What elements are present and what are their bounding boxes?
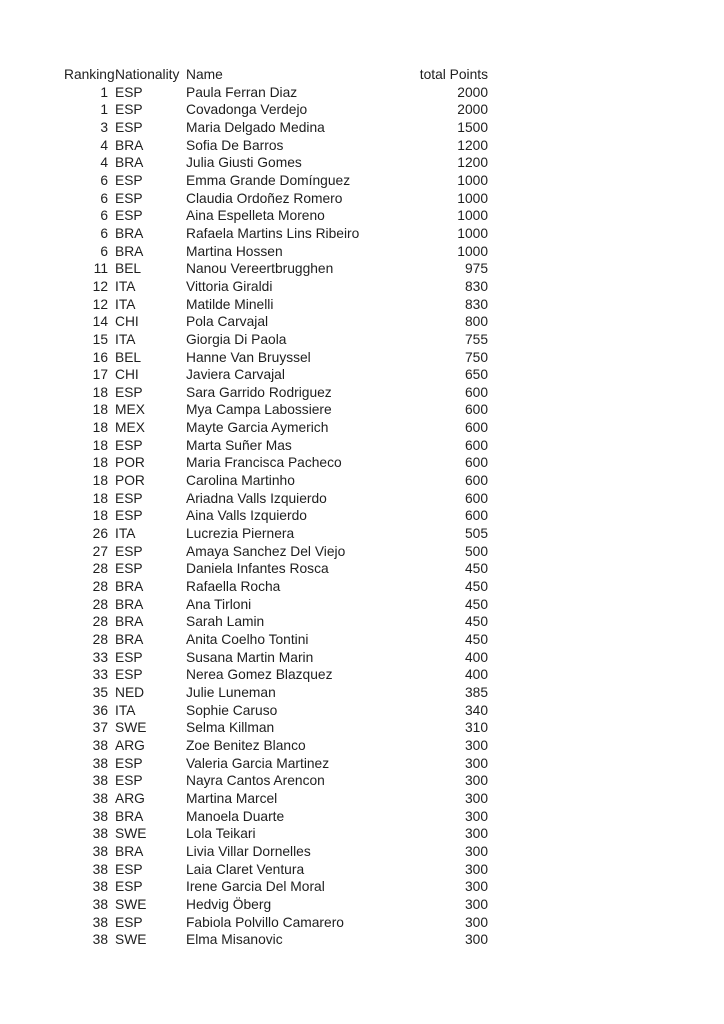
table-row	[64, 84, 492, 102]
cell-ranking: 26	[92, 526, 108, 542]
cell-nationality: ARG	[115, 737, 145, 753]
cell-nationality: ESP	[115, 208, 143, 224]
cell-ranking: 38	[92, 896, 108, 912]
table-row	[64, 525, 492, 543]
table-row	[64, 507, 492, 525]
cell-total-points: 600	[464, 384, 488, 400]
table-row	[64, 225, 492, 243]
cell-nationality: SWE	[115, 896, 147, 912]
cell-total-points: 300	[464, 790, 488, 806]
cell-name: Nayra Cantos Arencon	[186, 773, 325, 789]
cell-nationality: ESP	[115, 172, 143, 188]
cell-ranking: 14	[92, 314, 108, 330]
cell-name: Julie Luneman	[186, 684, 276, 700]
cell-name: Paula Ferran Diaz	[186, 84, 298, 100]
cell-name: Sophie Caruso	[186, 702, 278, 718]
cell-nationality: ESP	[115, 84, 143, 100]
cell-total-points: 340	[464, 702, 488, 718]
cell-name: Lola Teikari	[186, 826, 256, 842]
table-row	[64, 543, 492, 561]
cell-ranking: 33	[92, 649, 108, 665]
column-header-nationality: Nationality	[115, 67, 180, 82]
table-row	[64, 278, 492, 296]
cell-total-points: 450	[464, 561, 488, 577]
cell-ranking: 28	[92, 596, 108, 612]
cell-total-points: 830	[464, 278, 488, 294]
table-row	[64, 808, 492, 826]
cell-total-points: 300	[464, 932, 488, 948]
cell-name: Amaya Sanchez Del Viejo	[186, 543, 346, 559]
cell-name: Ariadna Valls Izquierdo	[186, 490, 327, 506]
cell-ranking: 1	[100, 84, 108, 100]
table-row	[64, 366, 492, 384]
cell-name: Ana Tirloni	[186, 596, 252, 612]
cell-ranking: 37	[92, 720, 108, 736]
cell-ranking: 38	[92, 773, 108, 789]
cell-nationality: ESP	[115, 437, 143, 453]
cell-name: Mayte Garcia Aymerich	[186, 420, 329, 436]
table-row	[64, 613, 492, 631]
cell-total-points: 2000	[457, 84, 488, 100]
cell-total-points: 1500	[457, 119, 488, 135]
cell-ranking: 38	[92, 843, 108, 859]
cell-nationality: ESP	[115, 102, 143, 118]
cell-name: Maria Francisca Pacheco	[186, 455, 342, 471]
table-row	[64, 172, 492, 190]
cell-total-points: 1200	[457, 137, 488, 153]
table-row	[64, 702, 492, 720]
cell-ranking: 18	[92, 490, 108, 506]
cell-ranking: 18	[92, 420, 108, 436]
cell-total-points: 300	[464, 808, 488, 824]
table-row	[64, 101, 492, 119]
cell-total-points: 300	[464, 896, 488, 912]
cell-ranking: 18	[92, 455, 108, 471]
cell-total-points: 600	[464, 508, 488, 524]
cell-total-points: 450	[464, 614, 488, 630]
cell-name: Rafaella Rocha	[186, 579, 281, 595]
table-row	[64, 790, 492, 808]
cell-nationality: ITA	[115, 278, 136, 294]
cell-name: Anita Coelho Tontini	[186, 632, 309, 647]
cell-name: Daniela Infantes Rosca	[186, 561, 329, 577]
cell-ranking: 12	[92, 296, 108, 312]
cell-name: Lucrezia Piernera	[186, 526, 295, 542]
cell-name: Rafaela Martins Lins Ribeiro	[186, 225, 360, 241]
table-row	[64, 631, 492, 649]
cell-ranking: 15	[92, 331, 108, 347]
cell-nationality: BRA	[115, 614, 144, 630]
cell-ranking: 16	[92, 349, 108, 365]
table-body	[64, 84, 492, 949]
cell-total-points: 600	[464, 402, 488, 418]
cell-name: Aina Espelleta Moreno	[186, 208, 325, 224]
cell-name: Susana Martin Marin	[186, 649, 314, 665]
cell-nationality: ESP	[115, 119, 143, 135]
cell-name: Vittoria Giraldi	[186, 278, 273, 294]
cell-total-points: 500	[464, 543, 488, 559]
cell-name: Carolina Martinho	[186, 473, 295, 489]
cell-ranking: 38	[92, 861, 108, 877]
cell-name: Aina Valls Izquierdo	[186, 508, 307, 524]
cell-name: Maria Delgado Medina	[186, 119, 325, 135]
cell-name: Sofia De Barros	[186, 137, 284, 153]
table-row	[64, 878, 492, 896]
cell-name: Laia Claret Ventura	[186, 861, 305, 877]
table-row	[64, 472, 492, 490]
cell-ranking: 18	[92, 437, 108, 453]
cell-ranking: 27	[92, 543, 108, 559]
table-row	[64, 914, 492, 932]
cell-name: Marta Suñer Mas	[186, 437, 292, 453]
cell-total-points: 400	[464, 667, 488, 683]
cell-total-points: 600	[464, 490, 488, 506]
cell-name: Martina Marcel	[186, 790, 278, 806]
cell-nationality: ESP	[115, 490, 143, 506]
cell-total-points: 300	[464, 914, 488, 930]
cell-nationality: ITA	[115, 296, 136, 312]
cell-total-points: 400	[464, 649, 488, 665]
table-row	[64, 896, 492, 914]
cell-name: Sara Garrido Rodriguez	[186, 384, 332, 400]
cell-name: Mya Campa Labossiere	[186, 402, 332, 418]
cell-ranking: 36	[92, 702, 108, 718]
cell-total-points: 300	[464, 773, 488, 789]
cell-total-points: 300	[464, 737, 488, 753]
cell-total-points: 830	[464, 296, 488, 312]
cell-total-points: 650	[464, 367, 488, 383]
cell-ranking: 6	[100, 190, 108, 206]
cell-name: Nanou Vereertbrugghen	[186, 261, 334, 277]
cell-nationality: ARG	[115, 790, 145, 806]
cell-total-points: 1000	[457, 190, 488, 206]
table-row	[64, 331, 492, 349]
cell-nationality: BRA	[115, 243, 144, 259]
cell-nationality: BRA	[115, 579, 144, 595]
cell-ranking: 38	[92, 737, 108, 753]
cell-nationality: CHI	[115, 367, 139, 383]
cell-ranking: 6	[100, 208, 108, 224]
cell-ranking: 1	[100, 102, 108, 118]
cell-ranking: 38	[92, 879, 108, 895]
cell-name: Manoela Duarte	[186, 808, 285, 824]
cell-name: Nerea Gomez Blazquez	[186, 667, 333, 683]
cell-nationality: NED	[115, 684, 145, 700]
table-row	[64, 825, 492, 843]
cell-nationality: CHI	[115, 314, 139, 330]
table-row	[64, 384, 492, 402]
table-row	[64, 931, 492, 949]
cell-total-points: 385	[464, 684, 488, 700]
cell-nationality: BRA	[115, 155, 144, 171]
table-row	[64, 190, 492, 208]
cell-nationality: MEX	[115, 420, 145, 436]
table-row	[64, 137, 492, 155]
cell-ranking: 4	[100, 137, 108, 153]
cell-ranking: 38	[92, 914, 108, 930]
cell-name: Zoe Benitez Blanco	[186, 737, 306, 753]
cell-ranking: 6	[100, 243, 108, 259]
cell-ranking: 33	[92, 667, 108, 683]
cell-total-points: 300	[464, 843, 488, 859]
cell-ranking: 38	[92, 790, 108, 806]
cell-ranking: 38	[92, 755, 108, 771]
cell-nationality: ESP	[115, 755, 143, 771]
cell-ranking: 6	[100, 172, 108, 188]
cell-total-points: 300	[464, 879, 488, 895]
cell-nationality: BRA	[115, 137, 144, 153]
cell-total-points: 1000	[457, 225, 488, 241]
cell-nationality: SWE	[115, 932, 147, 948]
cell-nationality: ESP	[115, 384, 143, 400]
cell-nationality: ESP	[115, 667, 143, 683]
cell-name: Giorgia Di Paola	[186, 331, 287, 347]
cell-ranking: 38	[92, 808, 108, 824]
table-row	[64, 454, 492, 472]
header-row	[64, 66, 492, 84]
cell-name: Sarah Lamin	[186, 614, 265, 630]
cell-total-points: 600	[464, 455, 488, 471]
table-row	[64, 154, 492, 172]
cell-total-points: 755	[464, 331, 488, 347]
table-row	[64, 313, 492, 331]
table-row	[64, 578, 492, 596]
cell-name: Selma Killman	[186, 720, 275, 736]
table-row	[64, 560, 492, 578]
cell-total-points: 600	[464, 473, 488, 489]
cell-ranking: 11	[93, 261, 108, 277]
cell-total-points: 1000	[457, 208, 488, 224]
cell-total-points: 975	[464, 261, 488, 277]
cell-name: Irene Garcia Del Moral	[186, 879, 325, 895]
cell-nationality: MEX	[115, 402, 145, 418]
cell-ranking: 28	[92, 561, 108, 577]
ranking-table	[64, 66, 492, 949]
table-row	[64, 649, 492, 667]
cell-total-points: 300	[464, 826, 488, 842]
table-row	[64, 861, 492, 879]
table-row	[64, 401, 492, 419]
cell-total-points: 800	[464, 314, 488, 330]
column-header-total-points: total Points	[419, 67, 488, 82]
cell-ranking: 18	[92, 402, 108, 418]
table-row	[64, 719, 492, 737]
table-row	[64, 349, 492, 367]
cell-ranking: 28	[92, 632, 108, 647]
cell-nationality: BRA	[115, 843, 144, 859]
cell-total-points: 750	[464, 349, 488, 365]
cell-total-points: 300	[464, 755, 488, 771]
table-row	[64, 437, 492, 455]
table-row	[64, 119, 492, 137]
cell-nationality: BEL	[115, 349, 142, 365]
cell-nationality: ESP	[115, 543, 143, 559]
cell-nationality: SWE	[115, 826, 147, 842]
cell-nationality: BRA	[115, 596, 144, 612]
table-row	[64, 666, 492, 684]
cell-nationality: ITA	[115, 331, 136, 347]
cell-total-points: 600	[464, 420, 488, 436]
cell-total-points: 2000	[457, 102, 488, 118]
cell-nationality: BEL	[115, 261, 142, 277]
table-row	[64, 772, 492, 790]
cell-nationality: ESP	[115, 561, 143, 577]
cell-nationality: BRA	[115, 808, 144, 824]
cell-name: Pola Carvajal	[186, 314, 269, 330]
table-row	[64, 260, 492, 278]
cell-ranking: 38	[92, 826, 108, 842]
cell-ranking: 28	[92, 579, 108, 595]
cell-ranking: 4	[100, 155, 108, 171]
table-row	[64, 684, 492, 702]
cell-nationality: BRA	[115, 632, 144, 647]
cell-total-points: 450	[464, 596, 488, 612]
cell-name: Emma Grande Domínguez	[186, 172, 351, 188]
cell-ranking: 12	[92, 278, 108, 294]
cell-ranking: 17	[92, 367, 108, 383]
table-row	[64, 490, 492, 508]
cell-nationality: ESP	[115, 861, 143, 877]
cell-total-points: 450	[464, 632, 488, 647]
cell-nationality: SWE	[115, 720, 147, 736]
cell-ranking: 3	[100, 119, 108, 135]
cell-name: Julia Giusti Gomes	[186, 155, 302, 171]
cell-total-points: 1000	[457, 243, 488, 259]
column-header-ranking: Ranking	[64, 67, 115, 82]
cell-nationality: ITA	[115, 526, 136, 542]
cell-ranking: 18	[92, 508, 108, 524]
cell-name: Livia Villar Dornelles	[186, 843, 311, 859]
cell-name: Elma Misanovic	[186, 932, 283, 948]
cell-nationality: ESP	[115, 914, 143, 930]
cell-ranking: 35	[92, 684, 108, 700]
cell-ranking: 18	[92, 384, 108, 400]
cell-total-points: 600	[464, 437, 488, 453]
cell-nationality: ESP	[115, 879, 143, 895]
cell-ranking: 18	[92, 473, 108, 489]
table-row	[64, 296, 492, 314]
cell-total-points: 310	[464, 720, 488, 736]
cell-ranking: 28	[92, 614, 108, 630]
cell-name: Valeria Garcia Martinez	[186, 755, 330, 771]
cell-total-points: 450	[464, 579, 488, 595]
cell-ranking: 6	[100, 225, 108, 241]
cell-name: Martina Hossen	[186, 243, 283, 259]
cell-nationality: ITA	[115, 702, 136, 718]
cell-name: Fabiola Polvillo Camarero	[186, 914, 344, 930]
cell-name: Hanne Van Bruyssel	[186, 349, 311, 365]
cell-nationality: POR	[115, 473, 145, 489]
column-header-name: Name	[186, 67, 223, 82]
cell-nationality: ESP	[115, 649, 143, 665]
cell-name: Javiera Carvajal	[186, 367, 285, 383]
table-row	[64, 737, 492, 755]
cell-nationality: POR	[115, 455, 145, 471]
cell-nationality: ESP	[115, 773, 143, 789]
table-row	[64, 843, 492, 861]
cell-nationality: BRA	[115, 225, 144, 241]
cell-total-points: 505	[464, 526, 488, 542]
cell-total-points: 1200	[457, 155, 488, 171]
cell-total-points: 1000	[457, 172, 488, 188]
cell-total-points: 300	[464, 861, 488, 877]
cell-ranking: 38	[92, 932, 108, 948]
cell-nationality: ESP	[115, 508, 143, 524]
cell-name: Covadonga Verdejo	[186, 102, 308, 118]
table-row	[64, 207, 492, 225]
cell-nationality: ESP	[115, 190, 143, 206]
table-row	[64, 419, 492, 437]
cell-name: Matilde Minelli	[186, 296, 274, 312]
table-row	[64, 596, 492, 614]
table-row	[64, 243, 492, 261]
cell-name: Claudia Ordoñez Romero	[186, 190, 343, 206]
table-row	[64, 755, 492, 773]
cell-name: Hedvig Öberg	[186, 896, 272, 912]
